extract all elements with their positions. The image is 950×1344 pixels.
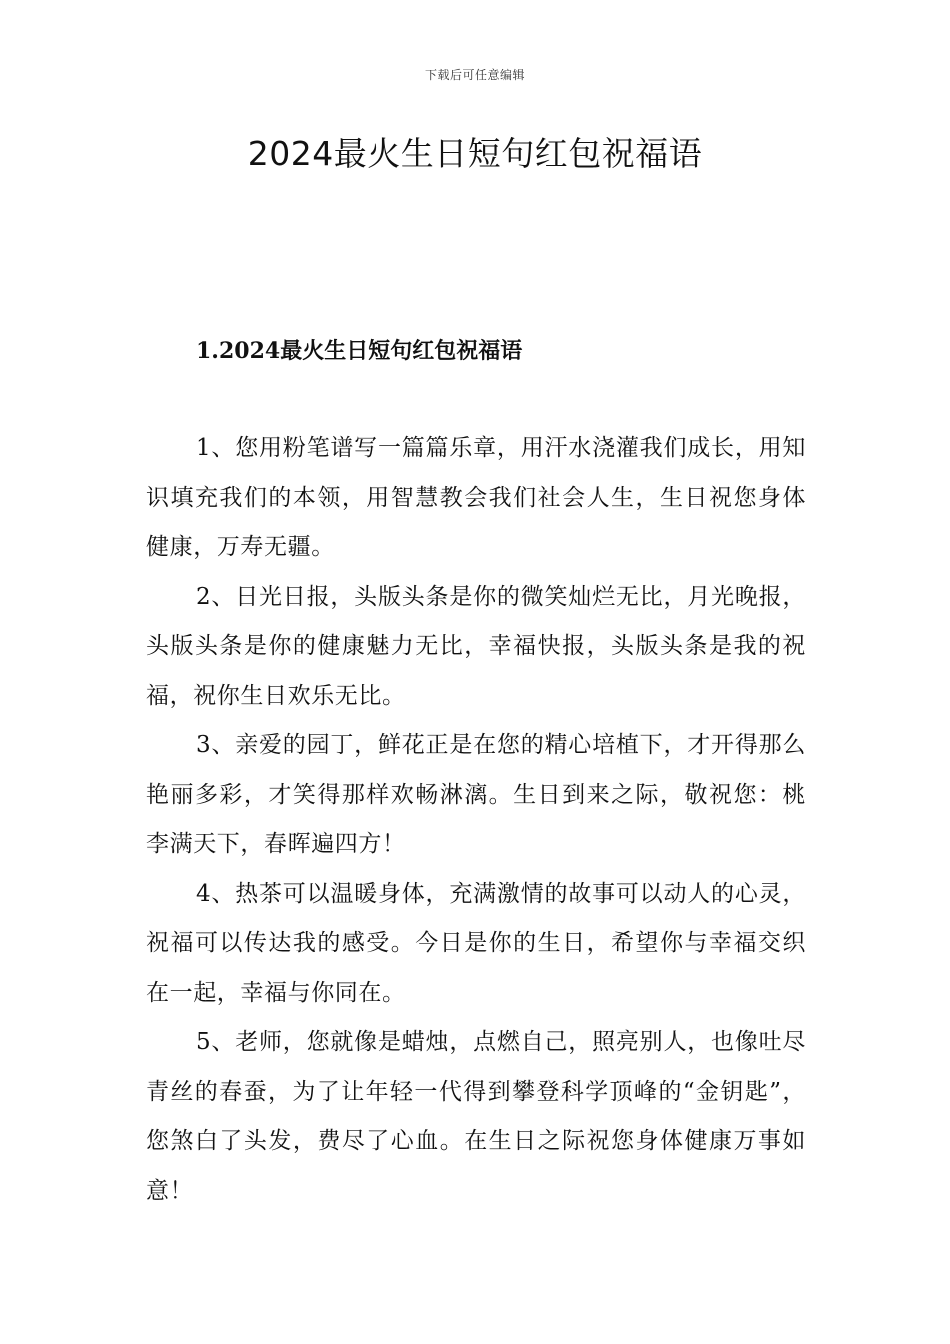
paragraph-4: 4、热茶可以温暖身体，充满激情的故事可以动人的心灵，祝福可以传达我的感受。今日是你的生日，希望你与幸福交织在一起，幸福与你同在。 — [146, 880, 806, 1006]
paragraph-5: 5、老师，您就像是蜡烛，点燃自己，照亮别人，也像吐尽青丝的春蚕，为了让年轻一代得到攀登科学顶峰的“金钥匙”，您煞白了头发，费尽了心血。在生日之际祝您身体健康万事如意！ — [146, 1029, 806, 1204]
paragraph-2: 2、日光日报，头版头条是你的微笑灿烂无比，月光晚报，头版头条是你的健康魅力无比，幸福快报，头版头条是我的祝福，祝你生日欢乐无比。 — [146, 583, 806, 709]
paragraph-1: 1、您用粉笔谱写一篇篇乐章，用汗水浇灌我们成长，用知识填充我们的本领，用智慧教会我们社会人生，生日祝您身体健康，万寿无疆。 — [146, 435, 806, 560]
document-title: 2024最火生日短句红包祝福语 — [247, 134, 703, 173]
document-body — [146, 424, 806, 1216]
section-heading: 1.2024最火生日短句红包祝福语 — [196, 338, 523, 364]
paragraph-3: 3、亲爱的园丁，鲜花正是在您的精心培植下，才开得那么艳丽多彩，才笑得那样欢畅淋漓。生日到来之际，敬祝您：桃李满天下，春晖遍四方！ — [146, 732, 806, 857]
header-note: 下载后可任意编辑 — [424, 68, 525, 82]
